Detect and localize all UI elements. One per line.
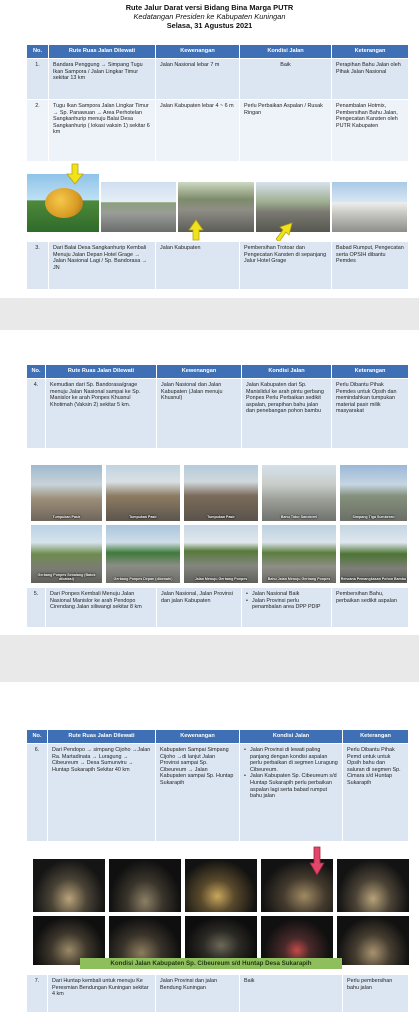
cell-no: 5. bbox=[27, 588, 46, 628]
subtitle-line: Kedatangan Presiden ke Kabupaten Kuningan bbox=[133, 12, 286, 21]
col-kewenangan: Kewenangan bbox=[156, 45, 240, 59]
list-item: • Jalan Provinsi di lewati paling panjang dengan kondisi aspalan perlu perbaikan di segmen Luragung Cibeureum. bbox=[244, 747, 338, 773]
list-item: • Jalan Nasional Baik bbox=[246, 591, 327, 598]
table-row bbox=[27, 744, 409, 842]
photo-caption: Simpang Tiga Sumberan bbox=[352, 514, 395, 519]
col-kondisi: Kondisi Jalan bbox=[240, 45, 332, 59]
route-table-page-1 bbox=[26, 44, 409, 162]
cell-rute: Dari Pendopo → simpang Cijoho →Jalan Ra. Martadinata → Luragung → Cibeureum → Desa Sumurwiru → Huntap Sukarapih Sekitar 40 km bbox=[48, 744, 156, 842]
photo-night-2 bbox=[108, 858, 182, 913]
cell-kondisi: Jalan Kabupaten dari Sp. Manislidul ke arah pintu gerbang Ponpes Perlu Perbaikan sedikit aspalan, perapihan bahu jalan dan penebangan pohon bambu bbox=[242, 379, 332, 449]
photo-road-1 bbox=[100, 181, 177, 233]
cell-kondisi: Baik bbox=[240, 59, 332, 100]
table-row bbox=[27, 588, 409, 628]
photo-caption: Tumpukan Pasir bbox=[52, 514, 81, 519]
photo-pasir-1 bbox=[30, 464, 103, 522]
photo-simpang-tiga bbox=[339, 464, 408, 522]
photo-gate bbox=[331, 181, 408, 233]
photo-night-10 bbox=[336, 915, 410, 966]
table-row bbox=[27, 100, 409, 162]
cell-keterangan: Perapihan Bahu Jalan oleh Pihak Jalan Nasional bbox=[332, 59, 409, 100]
photo-caption: Bahu Jalan Menuju Gerbang Ponpes bbox=[267, 576, 331, 581]
photo-night-5 bbox=[336, 858, 410, 913]
cell-keterangan: Penambalan Hotmix, Pembersihan Bahu Jalan, Pengecatan Kansten oleh PUTR Kabupaten bbox=[332, 100, 409, 162]
cell-kewenangan: Kabupaten Sampai Simpang Cijoho →di lanjut Jalan Provinsi sampai Sp. Cibeureum → Jalan Kabupaten sampai Sp. Huntap Sukarapih bbox=[156, 744, 240, 842]
cell-rute: Tugu Ikan Sampora Jalan Lingkar Timur → Sp. Panawuan → Area Perhotelan Sangkanhurip menuju Balai Desa Sangkanhurip ( lokasi vaksin 1) sekitar 6 km bbox=[49, 100, 156, 162]
cell-kewenangan: Jalan Provinsi dan jalan Bendung Kuningan bbox=[156, 975, 240, 1013]
col-rute: Rute Ruas Jalan Dilewati bbox=[48, 730, 156, 744]
col-no: No. bbox=[27, 45, 49, 59]
cell-no: 6. bbox=[27, 744, 48, 842]
kondisi-list bbox=[246, 591, 327, 611]
col-no: No. bbox=[27, 730, 48, 744]
photo-caption: Gerbang Ponpes Sebalang (Batok dibatasi) bbox=[37, 572, 96, 581]
table-header-row bbox=[27, 45, 409, 59]
document-page-3 bbox=[0, 682, 419, 1024]
cell-kondisi: Pembersihan Trotoar dan Pengecatan Kansten di sepanjang Jalur Hotel Grage bbox=[240, 242, 332, 290]
photo-jalan-gerbang bbox=[183, 524, 259, 584]
cell-kondisi: Baik bbox=[240, 975, 343, 1013]
arrow-down-icon bbox=[309, 846, 325, 876]
photo-pasir-3 bbox=[183, 464, 259, 522]
arrow-down-icon bbox=[66, 163, 84, 185]
photo-bahu-jalan bbox=[261, 524, 337, 584]
col-keterangan: Keterangan bbox=[332, 365, 409, 379]
photo-pohon-bambu bbox=[339, 524, 408, 584]
cell-kondisi: Perlu Perbaikan Aspalan / Rusak Ringan bbox=[240, 100, 332, 162]
photo-gerbang-2 bbox=[105, 524, 181, 584]
cell-no: 2. bbox=[27, 100, 49, 162]
photo-night-1 bbox=[32, 858, 106, 913]
document-page-2 bbox=[0, 330, 419, 635]
document-page-1 bbox=[0, 0, 419, 298]
photo-fish-monument bbox=[26, 173, 100, 233]
cell-rute: Kemudian dari Sp. Bandorasa/grage menuju Jalan Nasional sampai ke Sp. Manislor ke arah Ponpes Khusnul Khotimah (Vaksin 2) sekitar 5 km. bbox=[46, 379, 157, 449]
col-keterangan: Keterangan bbox=[332, 45, 409, 59]
cell-kondisi bbox=[242, 588, 332, 628]
col-no: No. bbox=[27, 365, 46, 379]
table-header-row bbox=[27, 365, 409, 379]
route-table-page-3 bbox=[26, 729, 409, 842]
cell-kewenangan: Jalan Nasional dan Jalan Kabupaten (Jalan menuju Khusnul) bbox=[157, 379, 242, 449]
cell-rute: Dari Balai Desa Sangkanhurip Kembali Menuju Jalan Depan Hotel Grage → Jalan Nasional Lagi / Sp. Bandorasa → JN bbox=[49, 242, 156, 290]
route-table-page-2 bbox=[26, 364, 409, 449]
cell-rute: Bandara Penggung → Simpang Tugu Ikan Sampora / Jalan Lingkar Timur sekitar 13 km bbox=[49, 59, 156, 100]
cell-no: 7. bbox=[27, 975, 48, 1013]
col-rute: Rute Ruas Jalan Dilewati bbox=[46, 365, 157, 379]
list-item: • Jalan Kabupaten Sp. Cibeureum s/d Huntap Sukarapih perlu perbaikan aspalan lagi serta babad rumput bahu jalan bbox=[244, 773, 338, 799]
cell-rute: Dari Huntap kembali untuk menuju Ke Peresmian Bendungan Kuningan sekitar 4 km bbox=[48, 975, 156, 1013]
title-line: Rute Jalur Darat versi Bidang Bina Marga PUTR bbox=[125, 3, 294, 12]
table-row bbox=[27, 242, 409, 290]
route-table-page-2-cont bbox=[26, 587, 409, 628]
photo-caption: Jalan Menuju Gerbang Ponpes bbox=[194, 576, 248, 581]
table-row bbox=[27, 379, 409, 449]
table-header-row bbox=[27, 730, 409, 744]
date-line: Selasa, 31 Agustus 2021 bbox=[166, 21, 253, 30]
photo-caption: Tumpukan Pasir bbox=[129, 514, 157, 519]
cell-kewenangan: Jalan Kabupaten lebar 4 ~ 6 m bbox=[156, 100, 240, 162]
photo-gerbang-1 bbox=[30, 524, 103, 584]
col-kondisi: Kondisi Jalan bbox=[242, 365, 332, 379]
cell-keterangan: Perlu Dibantu Pihak Pemd untuk untuk Opsih bahu dan saluran di segmen Sp. Cimara s/d Huntap Sukarapih bbox=[343, 744, 409, 842]
photo-caption: Rencana Pemangkasan Pohon Bambu bbox=[340, 576, 407, 581]
col-kewenangan: Kewenangan bbox=[157, 365, 242, 379]
photo-caption: Tumpukan Pasir bbox=[207, 514, 235, 519]
col-rute: Rute Ruas Jalan Dilewati bbox=[49, 45, 156, 59]
cell-no: 1. bbox=[27, 59, 49, 100]
route-table-page-3-cont bbox=[26, 974, 409, 1013]
photo-night-3 bbox=[184, 858, 258, 913]
photo-pasir-2 bbox=[105, 464, 181, 522]
kondisi-list bbox=[244, 747, 338, 800]
list-item: • Jalan Provinsi perlu penambalan area DPP PDIP bbox=[246, 598, 327, 611]
document-title bbox=[0, 3, 419, 30]
cell-kewenangan: Jalan Nasional lebar 7 m bbox=[156, 59, 240, 100]
cell-keterangan: Babad Rumput, Pengecatan serta OPSIH dibantu Pemdes bbox=[332, 242, 409, 290]
route-table-page-1-cont bbox=[26, 241, 409, 290]
night-photo-grid bbox=[32, 858, 410, 966]
cell-no: 4. bbox=[27, 379, 46, 449]
cell-keterangan: Perlu pembersihan bahu jalan bbox=[343, 975, 409, 1013]
cell-rute: Dari Ponpes Kembali Menuju Jalan Nasional Manislor ke arah Pendopo Cirendang Jalan siliwangi sekitar 8 km bbox=[46, 588, 157, 628]
col-keterangan: Keterangan bbox=[343, 730, 409, 744]
cell-kondisi bbox=[240, 744, 343, 842]
table-row bbox=[27, 975, 409, 1013]
cell-kewenangan: Jalan Kabupaten bbox=[156, 242, 240, 290]
monument-shape bbox=[45, 188, 83, 218]
cell-keterangan: Pembersihan Bahu, perbaikan sedikit aspalan bbox=[332, 588, 409, 628]
cell-keterangan: Perlu Dibantu Pihak Pemdes untuk Opsih dan memindahkan tumpukan material pasir milik masyarakat bbox=[332, 379, 409, 449]
table-row bbox=[27, 59, 409, 100]
photo-grid-2 bbox=[26, 462, 408, 588]
col-kondisi: Kondisi Jalan bbox=[240, 730, 343, 744]
photo-bahu-tidur bbox=[261, 464, 337, 522]
col-kewenangan: Kewenangan bbox=[156, 730, 240, 744]
photo-banner: Kondisi Jalan Kabupaten Sp. Cibeureum s/d Huntap Desa Sukarapih bbox=[80, 958, 342, 969]
cell-no: 3. bbox=[27, 242, 49, 290]
photo-caption: Bahu Tidur Sandstrei bbox=[280, 514, 318, 519]
cell-kewenangan: Jalan Nasional, Jalan Provinsi dan jalan Kabupaten bbox=[157, 588, 242, 628]
photo-caption: Gerbang Ponpes Depan (dibenahi) bbox=[113, 576, 173, 581]
arrow-up-icon bbox=[188, 219, 204, 241]
